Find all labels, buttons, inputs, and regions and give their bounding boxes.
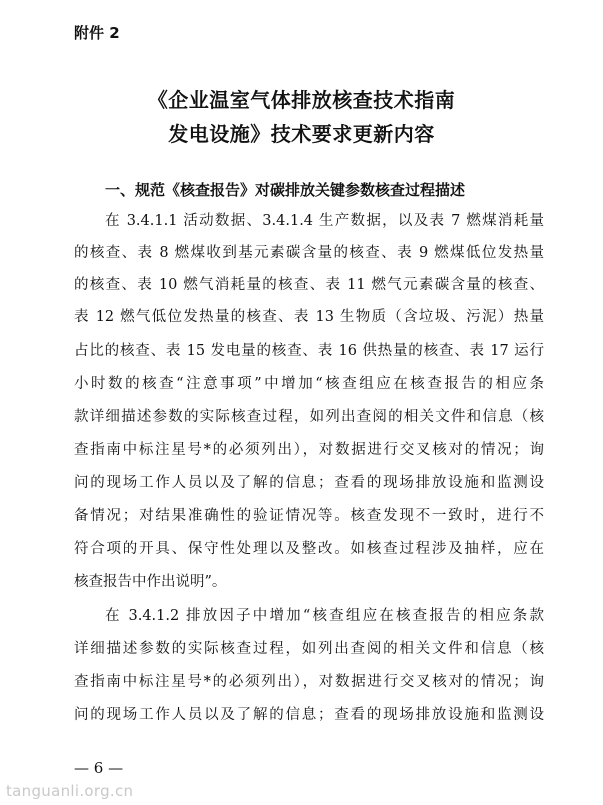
body-line: 查指南中标注星号*的必须列出），对数据进行交叉核对的情况；询 <box>74 674 544 690</box>
body-line: 的核查、表 8 燃煤收到基元素碳含量的核查、表 9 燃煤低位发热量 <box>74 245 544 261</box>
page-number: — 6 — <box>74 759 124 777</box>
body-line: 问的现场工作人员以及了解的信息；查看的现场排放设施和监测设 <box>74 475 544 491</box>
body-line: 占比的核查、表 15 发电量的核查、表 16 供热量的核查、表 17 运行 <box>74 343 544 359</box>
body-line: 问的现场工作人员以及了解的信息；查看的现场排放设施和监测设 <box>74 707 544 723</box>
body-line: 表 12 燃气低位发热量的核查、表 13 生物质（含垃圾、污泥）热量 <box>74 309 544 325</box>
body-line: 的核查、表 10 燃气消耗量的核查、表 11 燃气元素碳含量的核查、 <box>74 277 544 293</box>
section-heading: 一、规范《核查报告》对碳排放关键参数核查过程描述 <box>105 181 466 199</box>
body-line: 符合项的开具、保守性处理以及整改。如核查过程涉及抽样，应在 <box>74 541 544 557</box>
body-line: 在 3.4.1.1 活动数据、3.4.1.4 生产数据，以及表 7 燃煤消耗量 <box>105 213 544 229</box>
body-line: 备情况；对结果准确性的验证情况等。核查发现不一致时，进行不 <box>74 508 544 524</box>
body-line: 核查报告中作出说明”。 <box>74 574 227 590</box>
attachment-label: 附件 2 <box>74 24 120 42</box>
document-title-line-1: 《企业温室气体排放核查技术指南 <box>147 88 456 112</box>
document-title-line-2: 发电设施》技术要求更新内容 <box>168 122 435 146</box>
watermark: tanguanli.org.cn <box>6 782 134 800</box>
body-line: 详细描述参数的实际核查过程，如列出查阅的相关文件和信息（核 <box>74 641 544 657</box>
body-line: 查指南中标注星号*的必须列出），对数据进行交叉核对的情况；询 <box>74 442 544 458</box>
body-line: 小时数的核查“注意事项”中增加“核查组应在核查报告的相应条 <box>74 376 544 392</box>
body-line: 在 3.4.1.2 排放因子中增加“核查组应在核查报告的相应条款 <box>105 608 544 624</box>
body-line: 款详细描述参数的实际核查过程，如列出查阅的相关文件和信息（核 <box>74 409 544 425</box>
